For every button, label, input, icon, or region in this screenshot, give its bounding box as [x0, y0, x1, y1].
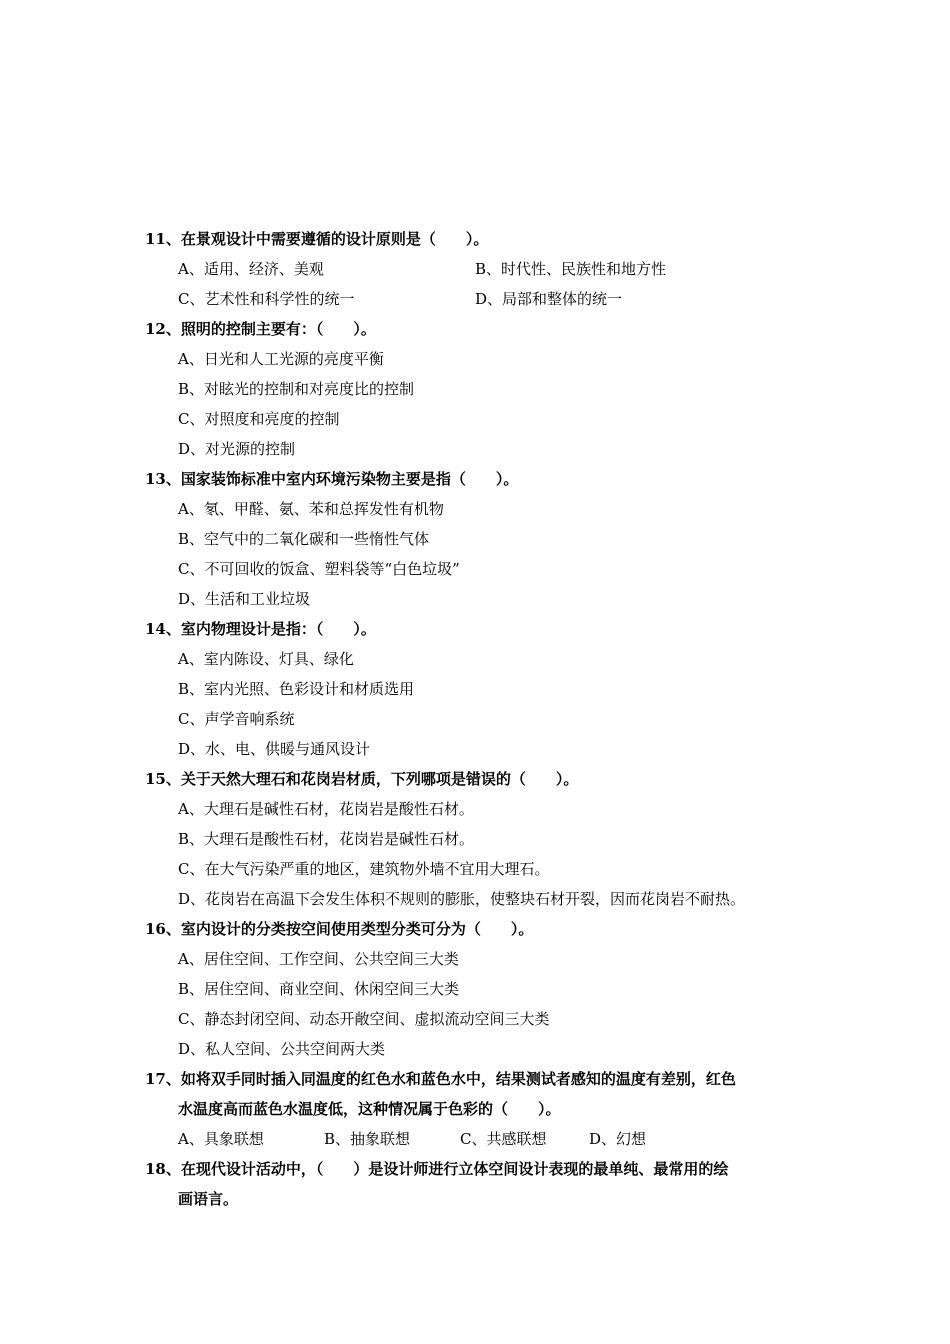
question-18-stem: [145, 1159, 728, 1209]
question-17-option-d: D、幻想: [589, 1130, 647, 1148]
question-15-option-a: A、大理石是碱性石材，花岗岩是酸性石材。: [178, 800, 474, 818]
question-14-option-d: D、水、电、供暖与通风设计: [178, 740, 371, 758]
question-16-stem: 16、室内设计的分类按空间使用类型分类可分为（ ）。: [145, 920, 534, 938]
question-17-option-c: C、共感联想: [460, 1130, 547, 1148]
question-17-stem: [145, 1069, 736, 1119]
question-13-option-b: B、空气中的二氧化碳和一些惰性气体: [178, 530, 430, 548]
question-11-option-c: C、艺术性和科学性的统一: [178, 290, 355, 308]
question-13-option-c: C、不可回收的饭盒、塑料袋等“白色垃圾”: [178, 560, 460, 578]
question-18-stem-line1: 18、在现代设计活动中，（ ）是设计师进行立体空间设计表现的最单纯、最常用的绘: [145, 1160, 729, 1178]
question-14-option-c: C、声学音响系统: [178, 710, 295, 728]
question-12-option-b: B、对眩光的控制和对亮度比的控制: [178, 380, 415, 398]
question-11-option-b: B、时代性、民族性和地方性: [475, 260, 667, 278]
question-17-stem-line1: 17、如将双手同时插入同温度的红色水和蓝色水中，结果测试者感知的温度有差别，红色: [145, 1070, 736, 1088]
question-15-option-b: B、大理石是酸性石材，花岗岩是碱性石材。: [178, 830, 475, 848]
question-13-option-a: A、氡、甲醛、氨、苯和总挥发性有机物: [178, 500, 444, 518]
question-17-options: [178, 1129, 646, 1149]
question-12-stem: 12、照明的控制主要有：（ ）。: [145, 320, 376, 338]
question-14-stem: 14、室内物理设计是指：（ ）。: [145, 620, 376, 638]
question-12-option-c: C、对照度和亮度的控制: [178, 410, 340, 428]
question-12-option-d: D、对光源的控制: [178, 440, 296, 458]
question-14-option-b: B、室内光照、色彩设计和材质选用: [178, 680, 415, 698]
question-17-option-b: B、抽象联想: [324, 1130, 411, 1148]
question-12-option-a: A、日光和人工光源的亮度平衡: [178, 350, 384, 368]
question-13-stem: 13、国家装饰标准中室内环境污染物主要是指（ ）。: [145, 470, 519, 488]
question-13-option-d: D、生活和工业垃圾: [178, 590, 311, 608]
question-16-option-d: D、私人空间、公共空间两大类: [178, 1040, 386, 1058]
question-16-option-c: C、静态封闭空间、动态开敞空间、虚拟流动空间三大类: [178, 1010, 550, 1028]
question-17-stem-line2: 水温度高而蓝色水温度低，这种情况属于色彩的（ ）。: [178, 1100, 561, 1118]
question-17-option-a: A、具象联想: [178, 1130, 264, 1148]
question-11-stem: 11、在景观设计中需要遵循的设计原则是（ ）。: [145, 230, 489, 248]
question-14-option-a: A、室内陈设、灯具、绿化: [178, 650, 354, 668]
question-18-stem-line2: 画语言。: [178, 1190, 239, 1208]
question-15-option-d: D、花岗岩在高温下会发生体积不规则的膨胀，使整块石材开裂，因而花岗岩不耐热。: [178, 890, 746, 908]
question-16-option-b: B、居住空间、商业空间、休闲空间三大类: [178, 980, 460, 998]
question-15-option-c: C、在大气污染严重的地区，建筑物外墙不宜用大理石。: [178, 860, 550, 878]
question-15-stem: 15、关于天然大理石和花岗岩材质，下列哪项是错误的（ ）。: [145, 770, 579, 788]
question-11-option-d: D、局部和整体的统一: [475, 290, 623, 308]
question-16-option-a: A、居住空间、工作空间、公共空间三大类: [178, 950, 459, 968]
question-11-option-a: A、适用、经济、美观: [178, 260, 324, 278]
